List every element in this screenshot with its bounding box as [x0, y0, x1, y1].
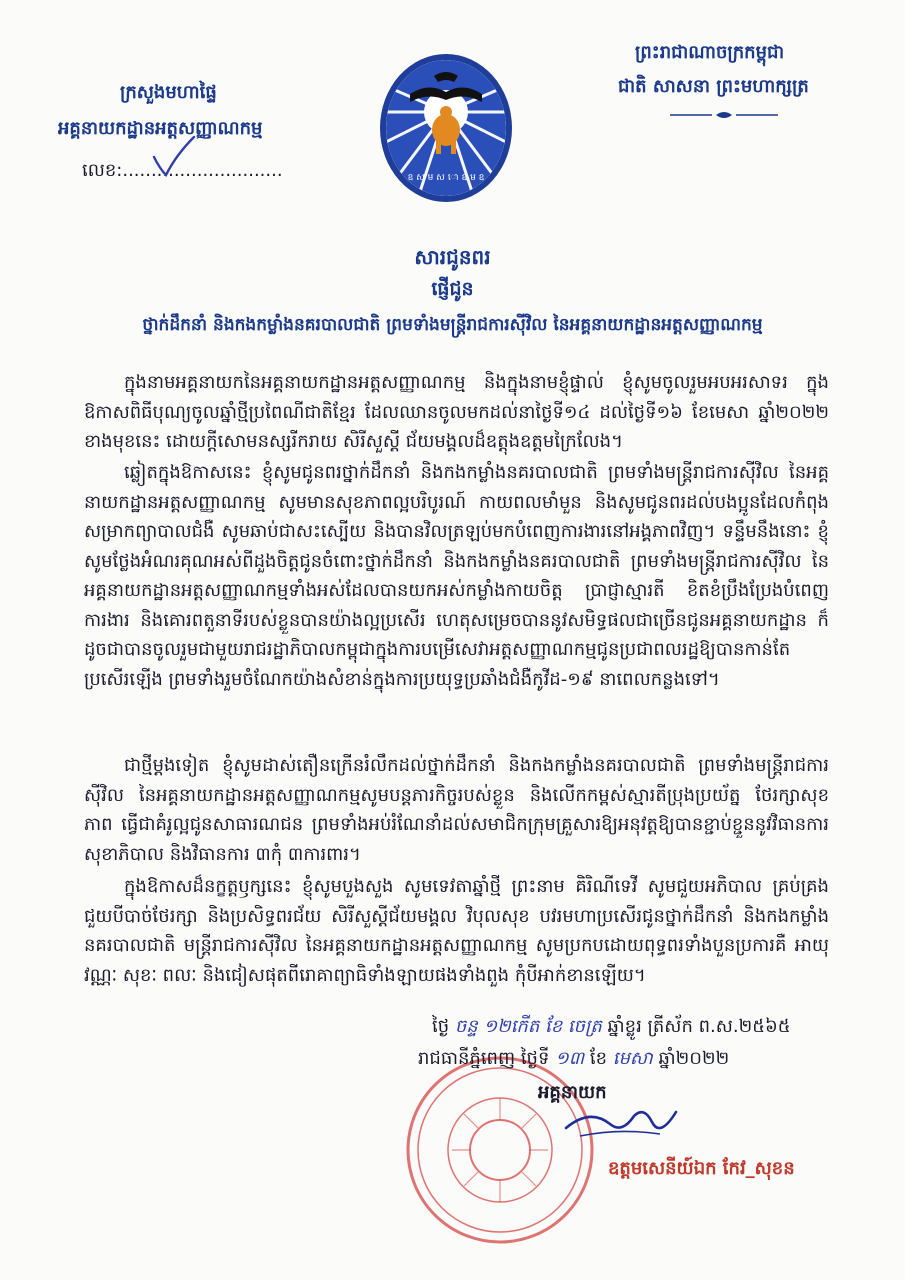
signatory-name: ឧត្ដមសេនីយ៍ឯក កែវ_សុខន: [608, 1158, 795, 1179]
lunar-date-prefix: ថ្ងៃ: [432, 1016, 450, 1037]
signatory-role: អគ្គនាយក: [538, 1082, 607, 1103]
place-date-prefix: រាជធានីភ្នំពេញ ថ្ងៃទី: [418, 1048, 550, 1069]
lunar-date-line: [432, 1014, 790, 1041]
emblem-caption: ឧ ស ម ស ោ ឧ ម ឧ: [407, 173, 485, 183]
paragraph-2: ឆ្លៀតក្នុងឱកាសនេះ ខ្ញុំសូមជូនពរថ្នាក់ដឹកនាំ និងកងកម្លាំងនគរបាលជាតិ ព្រមទាំងមន្ត្រីរាជការស៊ីវិល នៃអគ្គនាយកដ្ឋានអត្តសញ្ញាណកម្ម សូមមានសុខភាពល្អបរិបូរណ៍ កាយពលមាំមួន និងសូមជូនពរដល់បងប្អូនដែលកំពុងសម្រាកព្យាបាលជំងឺ សូមឆាប់ជាសះស្បើយ និងបានវិលត្រឡប់មកបំពេញការងារនៅអង្គភាពវិញ។ ទន្ទឹមនឹងនោះ ខ្ញុំសូមថ្លែងអំណរគុណអស់ពីដួងចិត្តជូនចំពោះថ្នាក់ដឹកនាំ និងកងកម្លាំងនគរបាលជាតិ ព្រមទាំងមន្ត្រីរាជការស៊ីវិល នៃអគ្គនាយកដ្ឋានអត្តសញ្ញាណកម្មទាំងអស់ដែលបានយកអស់កម្លាំងកាយចិត្ត ប្រាជ្ញាស្មារតី ខិតខំប្រឹងប្រែងបំពេញការងារ និងគោរពតួនាទីរបស់ខ្លួនបានយ៉ាងល្អប្រសើរ ហេតុសម្រេចបាននូវសមិទ្ធផលជាច្រើនជូនអគ្គនាយកដ្ឋាន ក៏ដូចជាបានចូលរួមជាមួយរាជរដ្ឋាភិបាលកម្ពុជាក្នុងការបម្រើសេវាអត្តសញ្ញាណកម្មជូនប្រជាពលរដ្ឋឱ្យបានកាន់តែប្រសើរឡើង ព្រមទាំងរួមចំណែកយ៉ាងសំខាន់ក្នុងការប្រយុទ្ធប្រឆាំងជំងឺកូវីដ-១៩ នាពេលកន្លងទៅ។: [84, 462, 829, 690]
place-date-line: [418, 1046, 729, 1073]
number-dots: ............................: [122, 160, 283, 181]
lunar-date-suffix: ឆ្នាំខ្លូរ ត្រីស័ក ព.ស.២៥៦៥: [607, 1016, 791, 1037]
ministry-name: ក្រសួងមហាផ្ទៃ: [120, 82, 217, 103]
signature-stroke-icon: [560, 1098, 680, 1148]
letter-title: សារជូនពរ: [414, 245, 491, 269]
year-text: ឆ្នាំ២០២២: [658, 1048, 730, 1069]
checkmark-icon: [150, 135, 196, 179]
number-label: លេខ:: [82, 160, 123, 181]
paragraph-1: ក្នុងនាមអគ្គនាយកនៃអគ្គនាយកដ្ឋានអត្តសញ្ញាណកម្ម និងក្នុងនាមខ្ញុំផ្ទាល់ ខ្ញុំសូមចូលរួមអបអរសាទរ ក្នុងឱកាសពិធីបុណ្យចូលឆ្នាំថ្មីប្រពៃណីជាតិខ្មែរ ដែលឈានចូលមកដល់នាថ្ងៃទី១៤ ដល់ថ្ងៃទី១៦ ខែមេសា ឆ្នាំ២០២២ ខាងមុខនេះ ដោយក្ដីសោមនស្សរីករាយ សិរីសួស្ដី ជ័យមង្គលដ៏ឧត្តុងឧត្តមក្រៃលែង។: [84, 372, 829, 452]
paragraph-4: ក្នុងឱកាសដ៏នក្ខត្តឫក្សនេះ ខ្ញុំសូមបួងសួង សូមទេវតាឆ្នាំថ្មី ព្រះនាម គិរិណីទេវី សូមជួយអភិបាល គ្រប់គ្រង ជួយបីបាច់ថែរក្សា និងប្រសិទ្ធពរជ័យ សិរីសួស្ដីជ័យមង្គល វិបុលសុខ បវរមហាប្រសើរជូនថ្នាក់ដឹកនាំ និងកងកម្លាំងនគរបាលជាតិ មន្ត្រីរាជការស៊ីវិល នៃអគ្គនាយកដ្ឋានអត្តសញ្ញាណកម្ម សូមប្រកបដោយពុទ្ធពរទាំងបួនប្រការគឺ អាយុ វណ្ណៈ សុខៈ ពលៈ និងជៀសផុតពីរោគាព្យាធិទាំងឡាយផងទាំងពួង កុំបីអាក់ខានឡើយ។: [84, 876, 829, 986]
lunar-date-handwritten: ចន្ទ ១២កើត ខែ ចេត្រ: [454, 1016, 602, 1037]
letter-recipients: ថ្នាក់ដឹកនាំ និងកងកម្លាំងនគរបាលជាតិ ព្រមទាំងមន្ត្រីរាជការស៊ីវិល នៃអគ្គនាយកដ្ឋានអត្តសញ្ញាណកម្ម: [142, 315, 763, 335]
department-emblem-icon: [376, 52, 516, 204]
department-name: អគ្គនាយកដ្ឋានអត្តសញ្ញាណកម្ម: [58, 118, 263, 139]
letter-addressed-label: ផ្ញើជូន: [431, 278, 474, 300]
day-handwritten: ១៣: [555, 1048, 585, 1069]
motto-ornament: [668, 110, 780, 120]
paragraph-3: ជាថ្មីម្ដងទៀត ខ្ញុំសូមដាស់តឿនក្រើនរំលឹកដល់ថ្នាក់ដឹកនាំ និងកងកម្លាំងនគរបាលជាតិ ព្រមទាំងមន្ត្រីរាជការស៊ីវិល នៃអគ្គនាយកដ្ឋានអត្តសញ្ញាណកម្មសូមបន្តភារកិច្ចរបស់ខ្លួន និងលើកកម្ពស់ស្មារតីប្រុងប្រយ័ត្ន ថែរក្សាសុខភាព ធ្វើជាគំរូល្អជូនសាធារណជន ព្រមទាំងអប់រំណែនាំដល់សមាជិកក្រុមគ្រួសារឱ្យអនុវត្តឱ្យបានខ្ជាប់ខ្ជួននូវវិធានការសុខាភិបាល និងវិធានការ ៣កុំ ៣ការពារ។: [84, 755, 829, 865]
month-handwritten: មេសា: [612, 1048, 653, 1069]
kingdom-title: ព្រះរាជាណាចក្រកម្ពុជា: [635, 42, 785, 63]
month-label: ខែ: [589, 1048, 608, 1069]
national-motto: ជាតិ សាសនា ព្រះមហាក្សត្រ: [618, 76, 809, 97]
